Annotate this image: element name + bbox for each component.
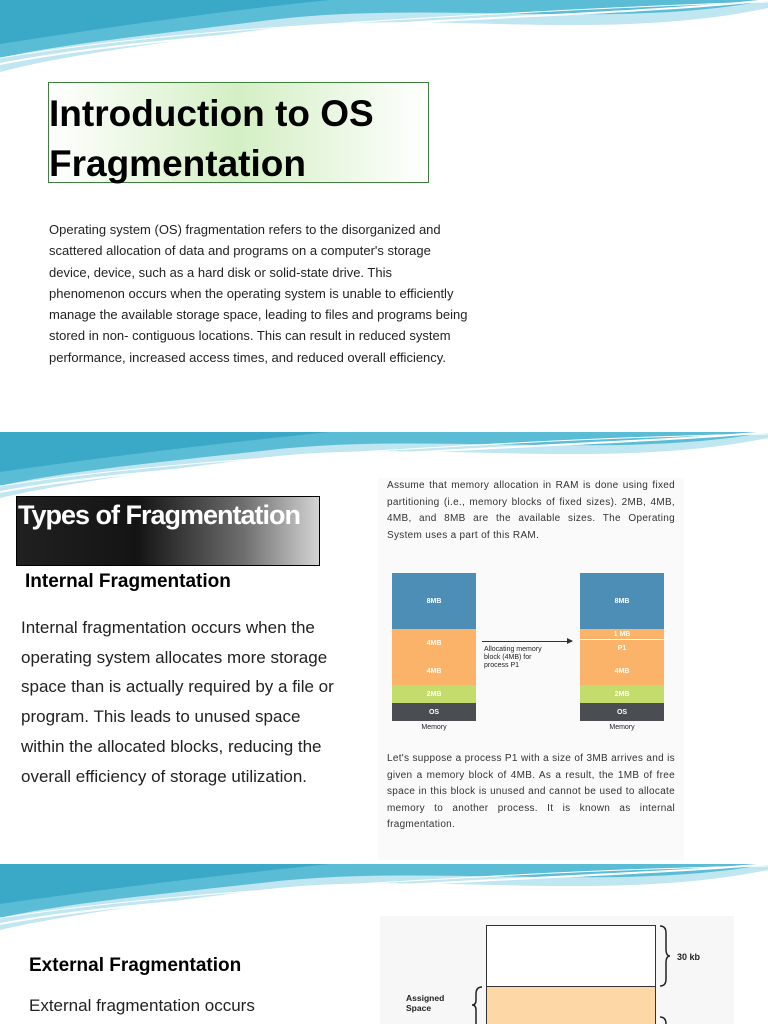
right-block-4mb: 4MB: [580, 657, 664, 685]
allocate-arrow-text: Allocating memory block (4MB) for process P1: [484, 646, 542, 669]
title-box: [48, 82, 429, 183]
right-block-os: OS: [580, 703, 664, 721]
external-fragmentation-text: External fragmentation occurs: [29, 996, 255, 1015]
slide-internal-fragmentation: [0, 432, 768, 864]
external-fragmentation-figure: [380, 916, 734, 1024]
figure-top-text: Assume that memory allocation in RAM is done using fixed partitioning (i.e., memory blocks of fixed sizes). 2MB, 4MB, 4MB, and 8MB are the available sizes. The Operating System uses a part of this RAM.: [387, 480, 675, 541]
left-block-4mb-b: 4MB: [392, 657, 476, 685]
right-memory-label: Memory: [609, 724, 635, 731]
right-block-1mb: 1 MB: [580, 629, 664, 640]
left-block-4mb-a: 4MB: [392, 629, 476, 657]
size-label: 30 kb: [677, 952, 701, 962]
types-heading-box: [16, 496, 320, 566]
types-heading: Types of Fragmentation: [18, 500, 301, 530]
internal-fragmentation-heading: Internal Fragmentation: [25, 571, 231, 592]
slide-intro: [0, 0, 768, 432]
internal-fragmentation-text: Internal fragmentation occurs when the operating system allocates more storage space than is actually required by a file or program. This leads to unused space within the allocated blocks, reducing the overall efficiency of storage utilization.: [21, 618, 334, 786]
right-block-8mb: 8MB: [580, 573, 664, 629]
left-block-os: OS: [392, 703, 476, 721]
slide-title: Introduction to OS Fragmentation: [49, 93, 374, 184]
internal-fragmentation-figure: [378, 478, 684, 860]
right-block-2mb: 2MB: [580, 685, 664, 703]
left-block-8mb: 8MB: [392, 573, 476, 629]
left-memory-label: Memory: [421, 724, 447, 731]
right-brace-icon: [658, 925, 672, 987]
assigned-space-label: Assigned Space: [406, 993, 445, 1013]
right-block-p1: P1: [580, 640, 664, 657]
free-memory-block: [486, 925, 656, 987]
assigned-memory-block: [486, 986, 656, 1024]
external-fragmentation-heading: External Fragmentation: [29, 955, 242, 976]
intro-paragraph: Operating system (OS) fragmentation refers to the disorganized and scattered allocation of data and programs on a computer's storage device, device, such as a hard disk or solid-state drive. This phenomenon occurs when the operating system is unable to efficiently manage the available storage space, leading to files and programs being stored in non- contiguous locations. This can result in reduced system performance, increased access times, and reduced overall efficiency.: [49, 222, 468, 365]
left-brace-icon: [470, 986, 484, 1024]
left-block-2mb: 2MB: [392, 685, 476, 703]
allocate-arrow: [482, 641, 572, 642]
right-brace-partial-icon: [658, 1016, 672, 1024]
figure-bottom-text: Let's suppose a process P1 with a size of 3MB arrives and is given a memory block of 4MB. As a result, the 1MB of free space in this block is unused and cannot be used to allocate memory to another process. It is known as internal fragmentation.: [387, 753, 675, 830]
slide-external-fragmentation: [0, 864, 768, 1024]
wave-decoration: [0, 0, 768, 80]
